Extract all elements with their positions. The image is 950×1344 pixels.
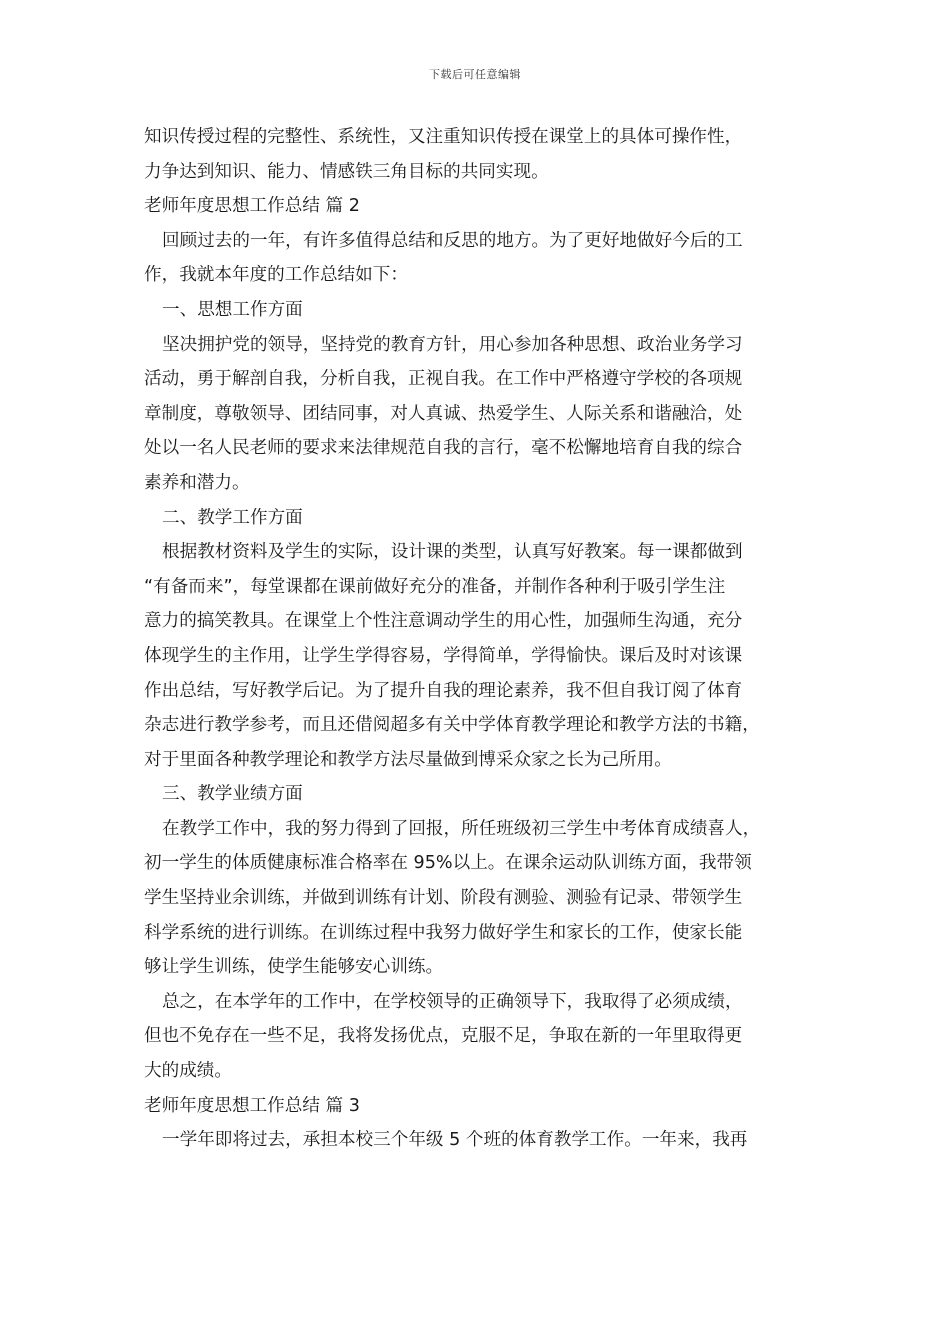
text-line: 坚决拥护党的领导，坚持党的教育方针，用心参加各种思想、政治业务学习 xyxy=(162,334,743,355)
text-line: 章制度，尊敬领导、团结同事，对人真诚、热爱学生、人际关系和谐融洽，处 xyxy=(144,403,743,424)
text-line: 一、思想工作方面 xyxy=(162,299,303,320)
text-line: 意力的搞笑教具。在课堂上个性注意调动学生的用心性，加强师生沟通，充分 xyxy=(144,611,743,632)
text-line: 体现学生的主作用，让学生学得容易，学得简单，学得愉快。课后及时对该课 xyxy=(144,645,743,666)
text-line: 一学年即将过去，承担本校三个年级 5 个班的体育教学工作。一年来，我再 xyxy=(162,1130,748,1151)
text-line: 知识传授过程的完整性、系统性，又注重知识传授在课堂上的具体可操作性， xyxy=(144,127,743,147)
text-line: 大的成绩。 xyxy=(144,1061,232,1082)
text-line: 在教学工作中，我的努力得到了回报，所任班级初三学生中考体育成绩喜人， xyxy=(162,818,761,839)
text-line: 二、教学工作方面 xyxy=(162,507,303,528)
page-header: 下载后可任意编辑 xyxy=(429,68,521,81)
text-line: 初一学生的体质健康标准合格率在 95%以上。在课余运动队训练方面，我带领 xyxy=(144,853,752,874)
text-line: 回顾过去的一年，有许多值得总结和反思的地方。为了更好地做好今后的工 xyxy=(162,230,743,251)
text-line: 活动，勇于解剖自我，分析自我，正视自我。在工作中严格遵守学校的各项规 xyxy=(144,369,743,390)
document-body xyxy=(144,120,824,1158)
text-line: 老师年度思想工作总结 篇 3 xyxy=(144,1095,360,1116)
text-line: 杂志进行教学参考，而且还借阅超多有关中学体育教学理论和教学方法的书籍， xyxy=(144,715,760,736)
text-line: 三、教学业绩方面 xyxy=(162,784,303,805)
text-line: 作出总结，写好教学后记。为了提升自我的理论素养，我不但自我订阅了体育 xyxy=(144,680,743,701)
text-line: 科学系统的进行训练。在训练过程中我努力做好学生和家长的工作，使家长能 xyxy=(144,922,743,943)
text-line: 处以一名人民老师的要求来法律规范自我的言行，毫不松懈地培育自我的综合 xyxy=(144,438,743,459)
text-line: “有备而来”，每堂课都在课前做好充分的准备，并制作各种利于吸引学生注 xyxy=(144,576,726,597)
text-line: 作，我就本年度的工作总结如下： xyxy=(144,265,408,286)
text-line: 够让学生训练，使学生能够安心训练。 xyxy=(144,957,444,978)
text-line: 总之，在本学年的工作中，在学校领导的正确领导下，我取得了必须成绩， xyxy=(162,991,743,1012)
text-line: 学生坚持业余训练，并做到训练有计划、阶段有测验、测验有记录、带领学生 xyxy=(144,888,743,909)
text-line: 但也不免存在一些不足，我将发扬优点，克服不足，争取在新的一年里取得更 xyxy=(144,1026,743,1047)
text-line: 力争达到知识、能力、情感铁三角目标的共同实现。 xyxy=(144,161,549,182)
text-line: 素养和潜力。 xyxy=(144,472,250,493)
text-line: 老师年度思想工作总结 篇 2 xyxy=(144,196,360,217)
text-line: 根据教材资料及学生的实际，设计课的类型，认真写好教案。每一课都做到 xyxy=(162,542,743,563)
text-line: 对于里面各种教学理论和教学方法尽量做到博采众家之长为己所用。 xyxy=(144,749,672,770)
